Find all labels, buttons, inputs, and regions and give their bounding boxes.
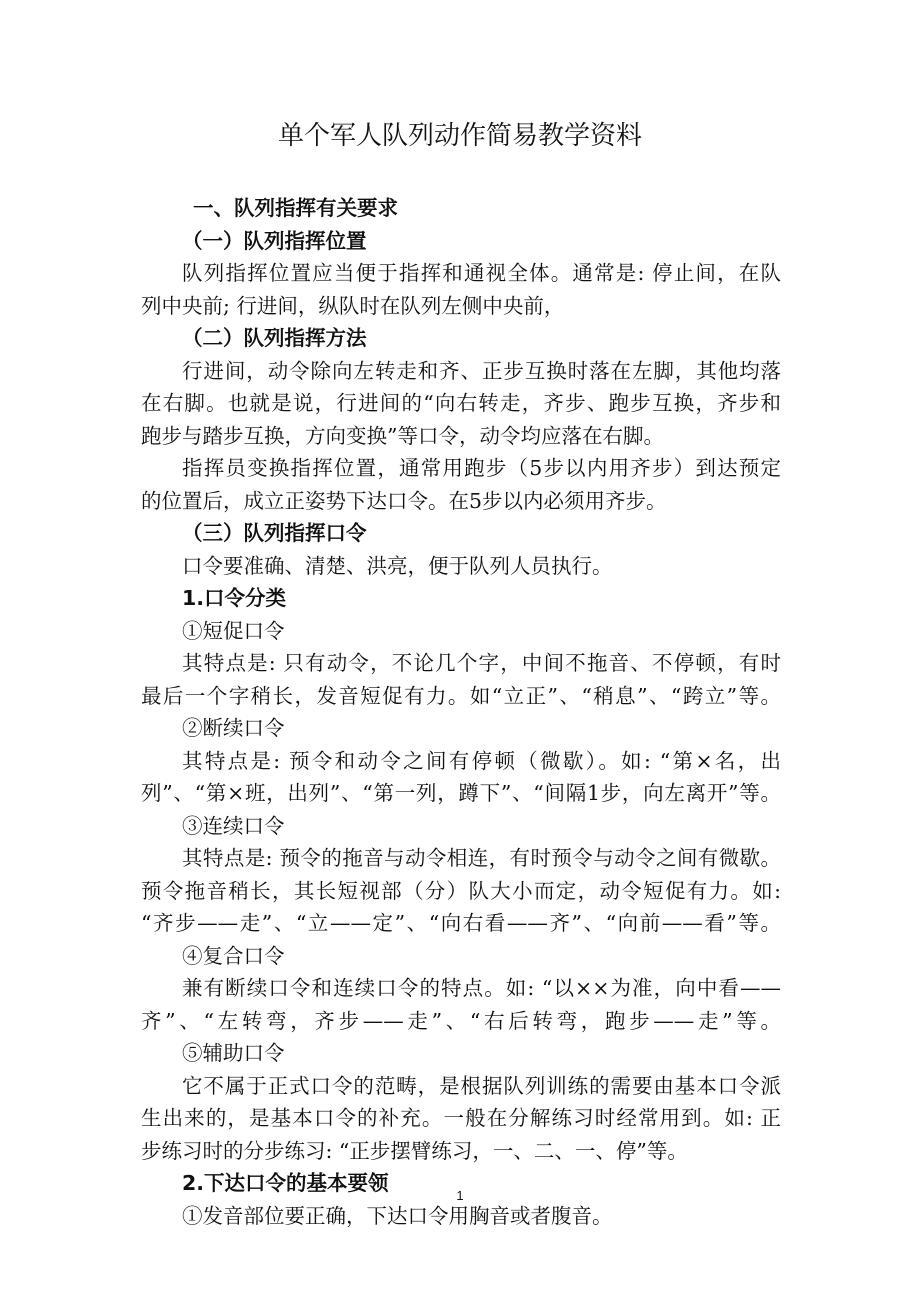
section-heading: 一、队列指挥有关要求 <box>193 196 398 220</box>
subsection-heading: （二）队列指挥方法 <box>182 326 367 350</box>
paragraph-line: 生出来的，是基本口令的补充。一般在分解练习时经常用到。如: 正 <box>141 1106 781 1130</box>
paragraph-line: 跑步与踏步互换，方向变换”等口令，动令均应落在右脚。 <box>141 423 664 448</box>
paragraph-line: 队列指挥位置应当便于指挥和通视全体。通常是: 停止间，在队 <box>182 261 781 285</box>
paragraph-line: 它不属于正式口令的范畴，是根据队列训练的需要由基本口令派 <box>182 1073 781 1098</box>
paragraph-line: 步练习时的分步练习: “正步摆臂练习，一、二、一、停”等。 <box>141 1138 688 1163</box>
paragraph-line: 兼有断续口令和连续口令的特点。如: “以××为准，向中看—— <box>182 976 781 1000</box>
paragraph-line: 口令要准确、清楚、洪亮，便于队列人员执行。 <box>182 553 613 578</box>
paragraph-line: 齐”、“左转弯，齐步——走”、“右后转弯，跑步——走”等。 <box>141 1008 781 1033</box>
paragraph-line: 其特点是: 只有动令，不论几个字，中间不拖音、不停顿，有时 <box>182 651 781 675</box>
paragraph-line: 列中央前; 行进间，纵队时在队列左侧中央前， <box>141 293 565 318</box>
paragraph-line: 最后一个字稍长，发音短促有力。如“立正”、“稍息”、“跨立”等。 <box>141 683 781 708</box>
document-title: 单个军人队列动作简易教学资料 <box>277 121 642 151</box>
numbered-heading: 1.口令分类 <box>182 586 287 610</box>
page-number: 1 <box>456 1188 464 1203</box>
item-heading: ②断续口令 <box>182 716 285 740</box>
item-heading: ④复合口令 <box>182 943 285 968</box>
paragraph-line: “齐步——走”、“立——定”、“向右看——齐”、“向前——看”等。 <box>141 911 781 935</box>
document-body <box>141 192 781 1232</box>
paragraph-line: ①发音部位要正确，下达口令用胸音或者腹音。 <box>182 1203 613 1228</box>
item-heading: ⑤辅助口令 <box>182 1041 285 1065</box>
paragraph-line: 在右脚。也就是说，行进间的“向右转走，齐步、跑步互换，齐步和 <box>141 391 781 415</box>
item-heading: ①短促口令 <box>182 618 285 643</box>
numbered-heading: 2.下达口令的基本要领 <box>182 1171 389 1195</box>
paragraph-line: 行进间，动令除向左转走和齐、正步互换时落在左脚，其他均落 <box>182 358 781 383</box>
subsection-heading: （一）队列指挥位置 <box>182 228 367 253</box>
paragraph-line: 的位置后，成立正姿势下达口令。在5步以内必须用齐步。 <box>141 488 667 513</box>
subsection-heading: （三）队列指挥口令 <box>182 521 367 545</box>
paragraph-line: 指挥员变换指挥位置，通常用跑步（5步以内用齐步）到达预定 <box>182 456 781 480</box>
paragraph-line: 预令拖音稍长，其长短视部（分）队大小而定，动令短促有力。如: <box>141 878 781 903</box>
paragraph-line: 其特点是: 预令和动令之间有停顿（微歇）。如: “第×名，出 <box>182 748 781 773</box>
paragraph-line: 其特点是: 预令的拖音与动令相连，有时预令与动令之间有微歇。 <box>182 846 781 870</box>
item-heading: ③连续口令 <box>182 813 285 838</box>
paragraph-line: 列”、“第×班，出列”、“第一列，蹲下”、“间隔1步，向左离开”等。 <box>141 781 781 805</box>
